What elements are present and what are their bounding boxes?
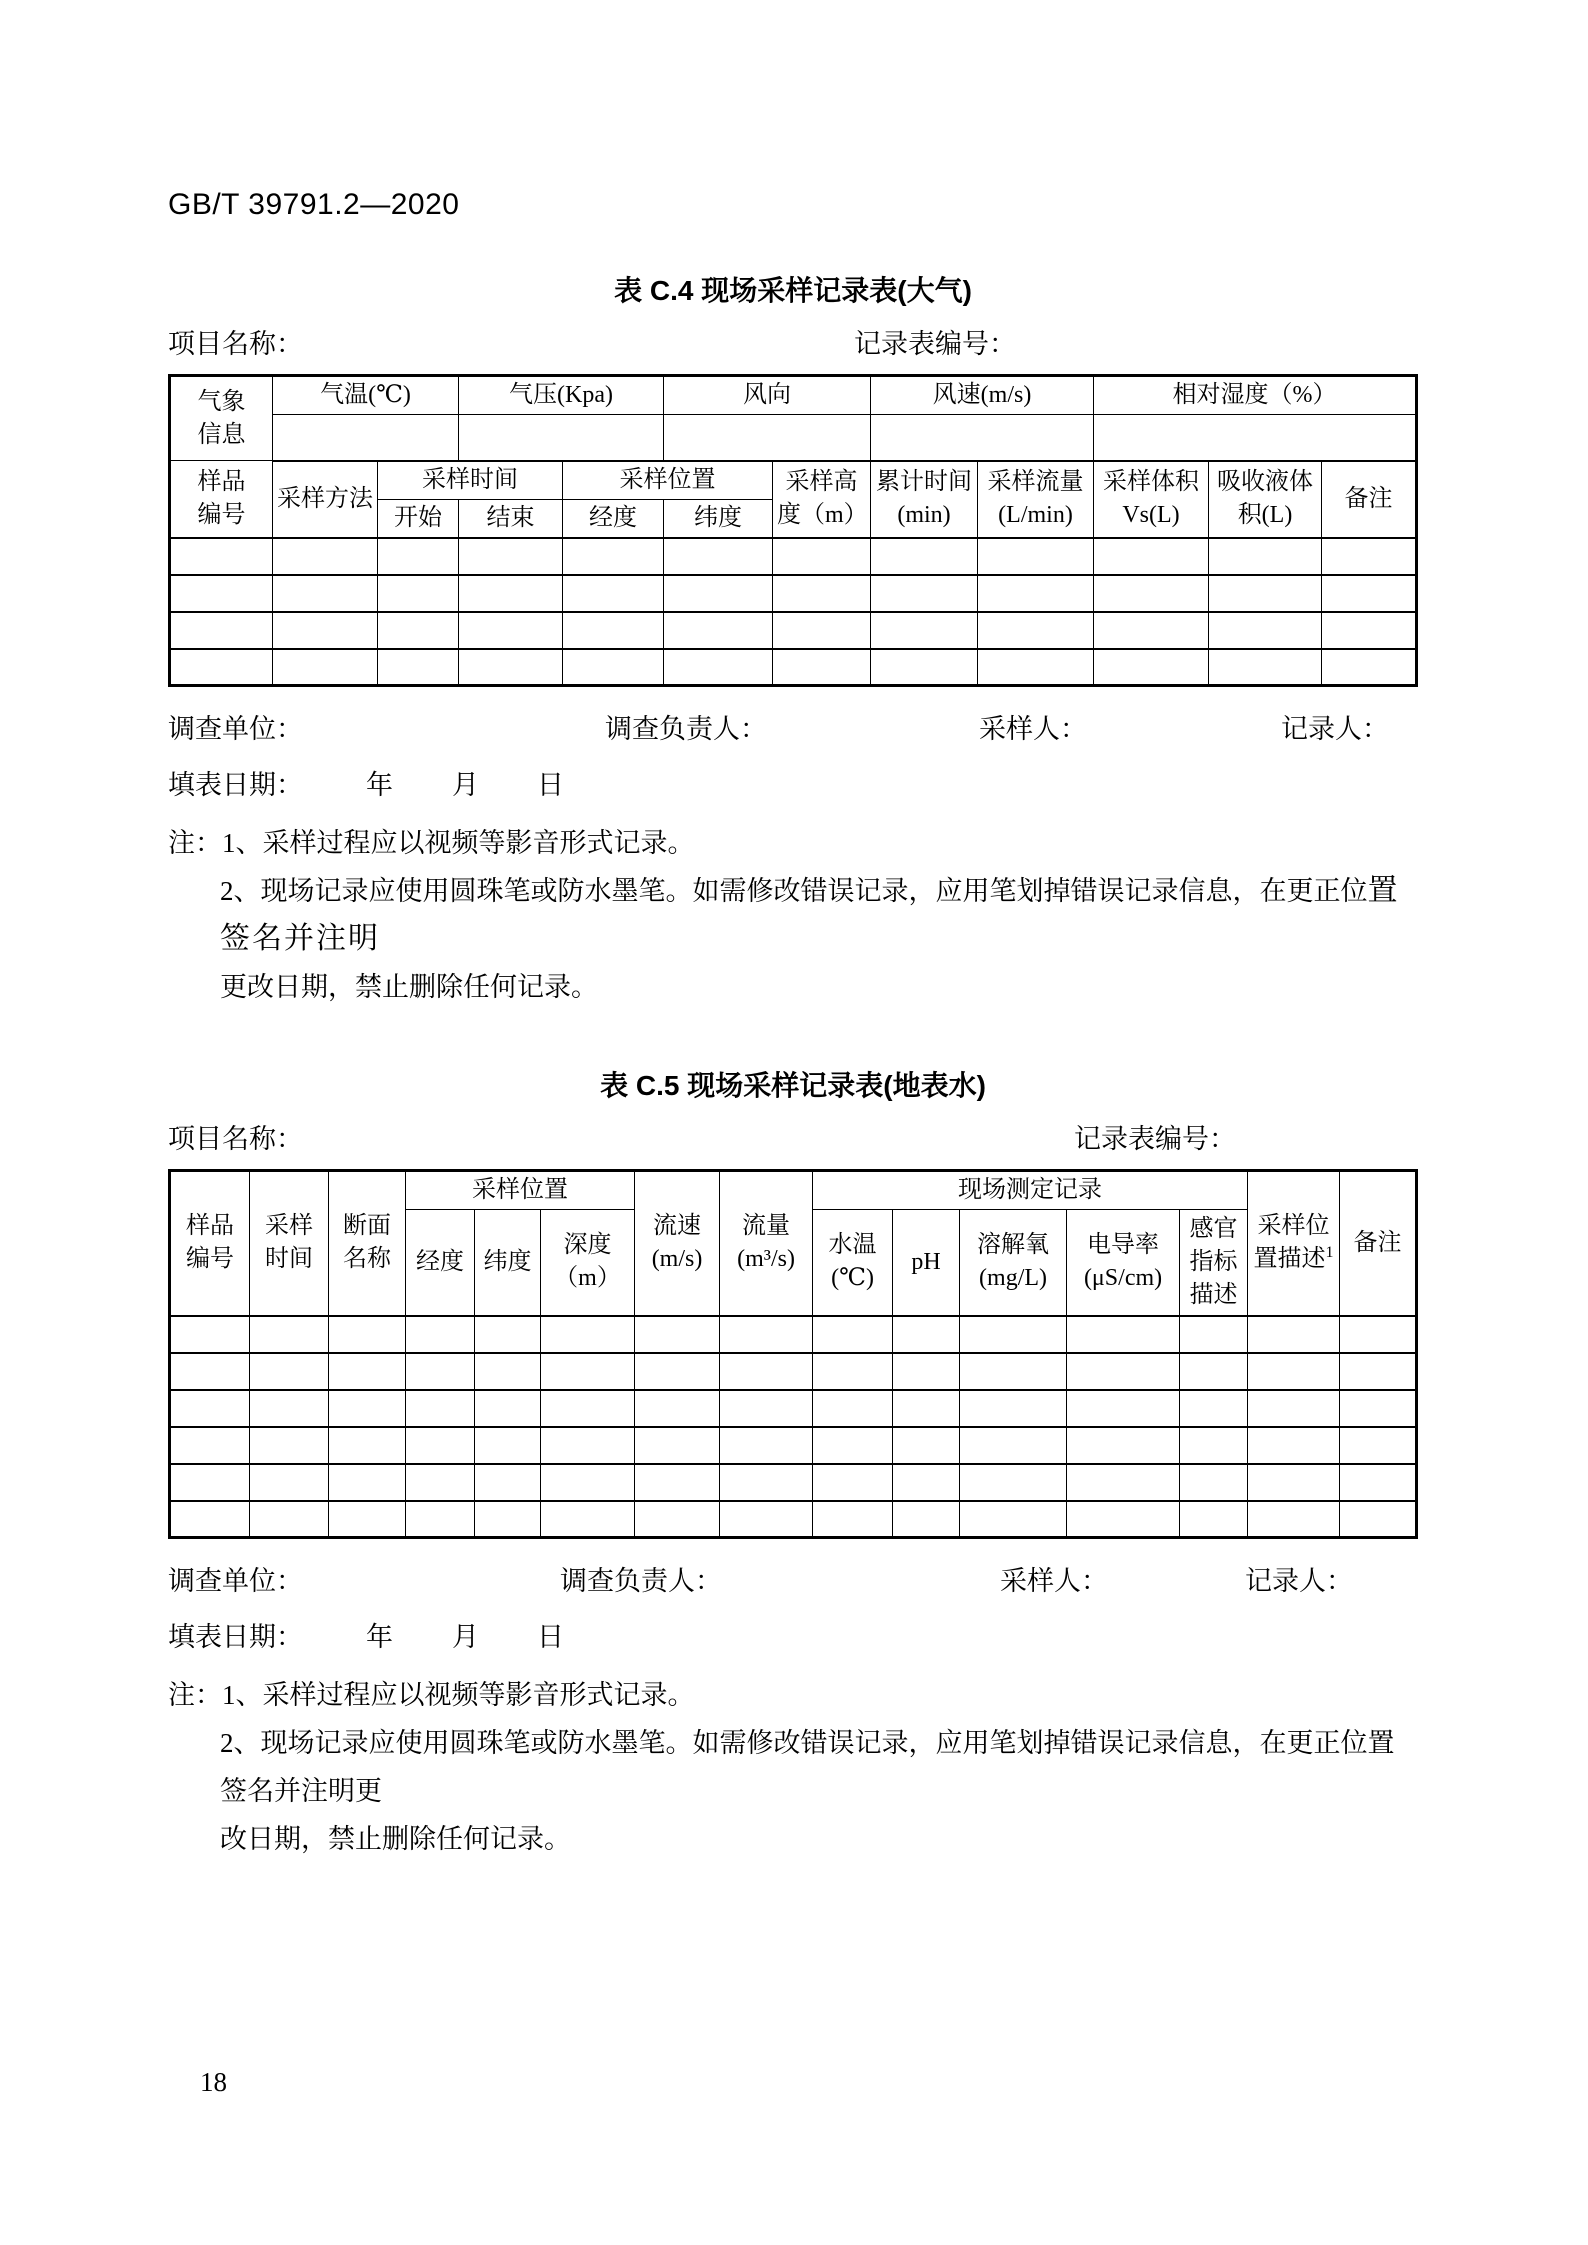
conductivity-header: 电导率(μS/cm) [1067, 1210, 1180, 1316]
empty-cell [664, 575, 773, 612]
empty-cell [1248, 1353, 1340, 1390]
air-temp-header: 气温(℃) [273, 376, 459, 415]
empty-cell [1067, 1390, 1180, 1427]
survey-leader-label: 调查负责人： [605, 714, 767, 744]
empty-cell [329, 1390, 406, 1427]
empty-cell [871, 575, 978, 612]
empty-cell [329, 1427, 406, 1464]
empty-cell [406, 1427, 475, 1464]
empty-cell [664, 649, 773, 686]
table-c4-notes [168, 819, 1418, 1011]
day-label: 日 [537, 1622, 564, 1652]
empty-cell [378, 612, 459, 649]
empty-cell [541, 1464, 635, 1501]
empty-cell [664, 538, 773, 575]
empty-cell [813, 1427, 893, 1464]
fill-date-label: 填表日期： [168, 1622, 303, 1652]
humidity-header: 相对湿度（%） [1094, 376, 1417, 415]
empty-cell [1067, 1501, 1180, 1538]
remark-header: 备注 [1340, 1171, 1417, 1316]
empty-cell [563, 575, 664, 612]
sampling-time-header: 采样时间 [250, 1171, 329, 1316]
empty-cell [664, 612, 773, 649]
latitude-header: 纬度 [664, 499, 773, 538]
position-desc-header [1248, 1171, 1340, 1316]
empty-cell [170, 575, 273, 612]
empty-cell [773, 649, 871, 686]
empty-cell [250, 1353, 329, 1390]
note-item-2-line-1 [220, 867, 1418, 963]
table-c5-meta-line [168, 1121, 1418, 1157]
empty-cell [406, 1501, 475, 1538]
sampling-method-header: 采样方法 [273, 461, 378, 538]
empty-cell [960, 1464, 1067, 1501]
empty-cell [635, 1464, 720, 1501]
empty-cell [1209, 575, 1322, 612]
field-measurement-group-header: 现场测定记录 [813, 1171, 1248, 1210]
empty-cell [813, 1316, 893, 1353]
empty-row [170, 1316, 1417, 1353]
table-c4-meta-line [168, 326, 1418, 362]
empty-row [170, 538, 1417, 575]
empty-cell [960, 1427, 1067, 1464]
empty-cell [475, 1427, 541, 1464]
empty-cell [250, 1501, 329, 1538]
sampling-position-group-header: 采样位置 [563, 461, 773, 500]
empty-cell [720, 1390, 813, 1427]
note-1-text: 1、采样过程应以视频等影音形式记录。 [222, 828, 695, 858]
empty-cell [329, 1501, 406, 1538]
note-item-1 [168, 1671, 1418, 1719]
sampler-label: 采样人： [979, 714, 1087, 744]
empty-cell [871, 538, 978, 575]
empty-cell [475, 1316, 541, 1353]
month-label: 月 [452, 1622, 479, 1652]
empty-cell [960, 1316, 1067, 1353]
empty-cell [1180, 1464, 1248, 1501]
time-start-header: 开始 [378, 499, 459, 538]
table-c5-date-line [168, 1619, 1418, 1655]
empty-cell [1340, 1427, 1417, 1464]
empty-cell [378, 575, 459, 612]
empty-cell [893, 1390, 960, 1427]
empty-cell [1340, 1390, 1417, 1427]
empty-cell [635, 1501, 720, 1538]
empty-cell [635, 1316, 720, 1353]
section-name-header: 断面名称 [329, 1171, 406, 1316]
dissolved-oxygen-header: 溶解氧(mg/L) [960, 1210, 1067, 1316]
empty-cell [893, 1464, 960, 1501]
empty-cell [378, 649, 459, 686]
fill-date-label: 填表日期： [168, 770, 303, 800]
page-number: 18 [200, 2067, 227, 2097]
position-desc-text: 采样位置描述 [1253, 1213, 1330, 1273]
note-item-2-line-2: 更改日期，禁止删除任何记录。 [220, 972, 598, 1002]
empty-cell [813, 1390, 893, 1427]
survey-unit-label: 调查单位： [168, 714, 303, 744]
empty-cell [563, 538, 664, 575]
note-item-1 [168, 819, 1418, 867]
empty-row [170, 1353, 1417, 1390]
empty-cell [1340, 1464, 1417, 1501]
empty-cell [406, 1390, 475, 1427]
empty-cell [1180, 1316, 1248, 1353]
month-label: 月 [452, 770, 479, 800]
depth-header: 深度（m） [541, 1210, 635, 1316]
sample-no-header: 样品编号 [170, 461, 273, 538]
sensory-header: 感官指标描述 [1180, 1210, 1248, 1316]
empty-cell [273, 575, 378, 612]
empty-cell [960, 1501, 1067, 1538]
empty-cell [563, 649, 664, 686]
empty-cell [250, 1464, 329, 1501]
empty-cell [1180, 1427, 1248, 1464]
empty-cell [813, 1464, 893, 1501]
empty-cell [1340, 1501, 1417, 1538]
air-pressure-header: 气压(Kpa) [459, 376, 664, 415]
sampling-record-table-air [168, 374, 1418, 687]
year-label: 年 [366, 1622, 393, 1652]
empty-cell [773, 575, 871, 612]
table-c5-notes [168, 1671, 1418, 1863]
empty-cell [773, 538, 871, 575]
empty-cell [720, 1316, 813, 1353]
empty-cell [1248, 1390, 1340, 1427]
flow-rate-header: 采样流量(L/min) [978, 461, 1094, 538]
empty-cell [541, 1427, 635, 1464]
empty-cell [978, 575, 1094, 612]
empty-cell [250, 1427, 329, 1464]
empty-cell [1248, 1501, 1340, 1538]
empty-cell [871, 612, 978, 649]
table-c5-body [170, 1316, 1417, 1538]
table-c4-title: 表 C.4 现场采样记录表(大气) [614, 275, 972, 306]
empty-cell [1094, 649, 1209, 686]
humidity-value-cell [1094, 415, 1417, 461]
empty-cell [635, 1427, 720, 1464]
empty-cell [1248, 1427, 1340, 1464]
empty-cell [1094, 538, 1209, 575]
empty-cell [406, 1353, 475, 1390]
empty-cell [475, 1353, 541, 1390]
empty-cell [459, 538, 563, 575]
table-c5-title: 表 C.5 现场采样记录表(地表水) [600, 1070, 986, 1101]
empty-cell [406, 1464, 475, 1501]
empty-cell [170, 649, 273, 686]
survey-leader-label: 调查负责人： [560, 1566, 722, 1596]
project-name-label: 项目名称： [168, 329, 303, 359]
empty-row [170, 575, 1417, 612]
table-c4-date-line [168, 767, 1418, 803]
empty-cell [329, 1353, 406, 1390]
empty-cell [893, 1427, 960, 1464]
weather-header-row [170, 376, 1417, 415]
wind-direction-value-cell [664, 415, 871, 461]
empty-cell [273, 649, 378, 686]
latitude-header: 纬度 [475, 1210, 541, 1316]
cumulative-time-header: 累计时间(min) [871, 461, 978, 538]
empty-cell [273, 612, 378, 649]
empty-cell [250, 1390, 329, 1427]
note-item-2-line-2: 改日期，禁止删除任何记录。 [220, 1824, 571, 1854]
empty-cell [1180, 1353, 1248, 1390]
time-end-header: 结束 [459, 499, 563, 538]
flow-header: 流量(m³/s) [720, 1171, 813, 1316]
year-label: 年 [366, 770, 393, 800]
sampler-label: 采样人： [1000, 1566, 1108, 1596]
empty-cell [1094, 612, 1209, 649]
note-prefix: 注： [168, 828, 222, 858]
empty-cell [960, 1353, 1067, 1390]
wind-direction-header: 风向 [664, 376, 871, 415]
note-prefix: 注： [168, 1680, 222, 1710]
empty-cell [773, 612, 871, 649]
empty-cell [1067, 1316, 1180, 1353]
empty-row [170, 612, 1417, 649]
empty-cell [250, 1316, 329, 1353]
air-pressure-value-cell [459, 415, 664, 461]
empty-cell [475, 1464, 541, 1501]
empty-cell [1067, 1427, 1180, 1464]
empty-cell [378, 538, 459, 575]
empty-cell [459, 649, 563, 686]
empty-cell [635, 1353, 720, 1390]
empty-cell [170, 1353, 250, 1390]
table-c4-signature-line [168, 711, 1418, 747]
sampling-height-header: 采样高度（m） [773, 461, 871, 538]
column-header-row-1 [170, 461, 1417, 500]
empty-cell [475, 1501, 541, 1538]
empty-cell [893, 1316, 960, 1353]
wind-speed-value-cell [871, 415, 1094, 461]
empty-cell [1322, 538, 1417, 575]
empty-cell [459, 612, 563, 649]
empty-cell [978, 612, 1094, 649]
empty-cell [170, 1390, 250, 1427]
empty-cell [1322, 575, 1417, 612]
note-item-2-line-1: 2、现场记录应使用圆珠笔或防水墨笔。如需修改错误记录，应用笔划掉错误记录信息，在更正位置签名并注明更 [220, 1728, 1395, 1806]
sampling-position-group-header: 采样位置 [406, 1171, 635, 1210]
empty-cell [720, 1427, 813, 1464]
absorb-volume-header: 吸收液体积(L) [1209, 461, 1322, 538]
sample-no-header: 样品编号 [170, 1171, 250, 1316]
empty-cell [1340, 1316, 1417, 1353]
empty-row [170, 1501, 1417, 1538]
empty-cell [170, 1316, 250, 1353]
project-name-label: 项目名称： [168, 1124, 303, 1154]
note-2-text-b: 置签名并注明 [220, 873, 1400, 956]
empty-cell [635, 1390, 720, 1427]
empty-cell [720, 1353, 813, 1390]
group-header-row [170, 1171, 1417, 1210]
empty-cell [170, 538, 273, 575]
empty-row [170, 649, 1417, 686]
empty-cell [170, 1464, 250, 1501]
empty-cell [273, 538, 378, 575]
day-label: 日 [537, 770, 564, 800]
page-content [168, 0, 1418, 1863]
empty-cell [813, 1501, 893, 1538]
longitude-header: 经度 [406, 1210, 475, 1316]
note-2-text-a: 2、现场记录应使用圆珠笔或防水墨笔。如需修改错误记录，应用笔划掉错误记录信息，在更正位 [220, 876, 1368, 906]
empty-cell [475, 1390, 541, 1427]
table-c5-signature-line [168, 1563, 1418, 1599]
remark-header: 备注 [1322, 461, 1417, 538]
empty-cell [1180, 1390, 1248, 1427]
empty-cell [1209, 612, 1322, 649]
empty-cell [170, 612, 273, 649]
empty-cell [720, 1501, 813, 1538]
recorder-label: 记录人： [1245, 1566, 1353, 1596]
empty-row [170, 1390, 1417, 1427]
empty-cell [1067, 1353, 1180, 1390]
weather-value-row [170, 415, 1417, 461]
standard-code: GB/T 39791.2—2020 [168, 188, 460, 221]
empty-cell [541, 1353, 635, 1390]
velocity-header: 流速(m/s) [635, 1171, 720, 1316]
empty-cell [813, 1353, 893, 1390]
water-temp-header: 水温(℃) [813, 1210, 893, 1316]
empty-cell [329, 1316, 406, 1353]
empty-cell [541, 1316, 635, 1353]
sampling-time-group-header: 采样时间 [378, 461, 563, 500]
empty-cell [1067, 1464, 1180, 1501]
empty-cell [720, 1464, 813, 1501]
empty-cell [1094, 575, 1209, 612]
empty-cell [1209, 538, 1322, 575]
record-no-label: 记录表编号： [854, 329, 1016, 359]
air-temp-value-cell [273, 415, 459, 461]
empty-cell [1322, 649, 1417, 686]
empty-cell [541, 1501, 635, 1538]
empty-cell [871, 649, 978, 686]
empty-cell [170, 1427, 250, 1464]
ph-header: pH [893, 1210, 960, 1316]
recorder-label: 记录人： [1281, 714, 1389, 744]
empty-cell [960, 1390, 1067, 1427]
empty-cell [893, 1353, 960, 1390]
empty-cell [1180, 1501, 1248, 1538]
sampling-record-table-surface-water [168, 1169, 1418, 1539]
empty-row [170, 1427, 1417, 1464]
empty-cell [893, 1501, 960, 1538]
record-no-label: 记录表编号： [1074, 1124, 1236, 1154]
empty-cell [563, 612, 664, 649]
survey-unit-label: 调查单位： [168, 1566, 303, 1596]
weather-info-header: 气象信息 [170, 376, 273, 461]
empty-cell [978, 538, 1094, 575]
empty-cell [541, 1390, 635, 1427]
position-desc-footnote: 1 [1325, 1244, 1334, 1262]
empty-cell [978, 649, 1094, 686]
note-1-text: 1、采样过程应以视频等影音形式记录。 [222, 1680, 695, 1710]
empty-cell [329, 1464, 406, 1501]
empty-cell [406, 1316, 475, 1353]
table-c4-body [170, 538, 1417, 686]
empty-cell [170, 1501, 250, 1538]
empty-cell [1209, 649, 1322, 686]
longitude-header: 经度 [563, 499, 664, 538]
empty-row [170, 1464, 1417, 1501]
empty-cell [1340, 1353, 1417, 1390]
empty-cell [459, 575, 563, 612]
wind-speed-header: 风速(m/s) [871, 376, 1094, 415]
empty-cell [1248, 1316, 1340, 1353]
empty-cell [1248, 1464, 1340, 1501]
sample-volume-header: 采样体积 Vs(L) [1094, 461, 1209, 538]
empty-cell [1322, 612, 1417, 649]
